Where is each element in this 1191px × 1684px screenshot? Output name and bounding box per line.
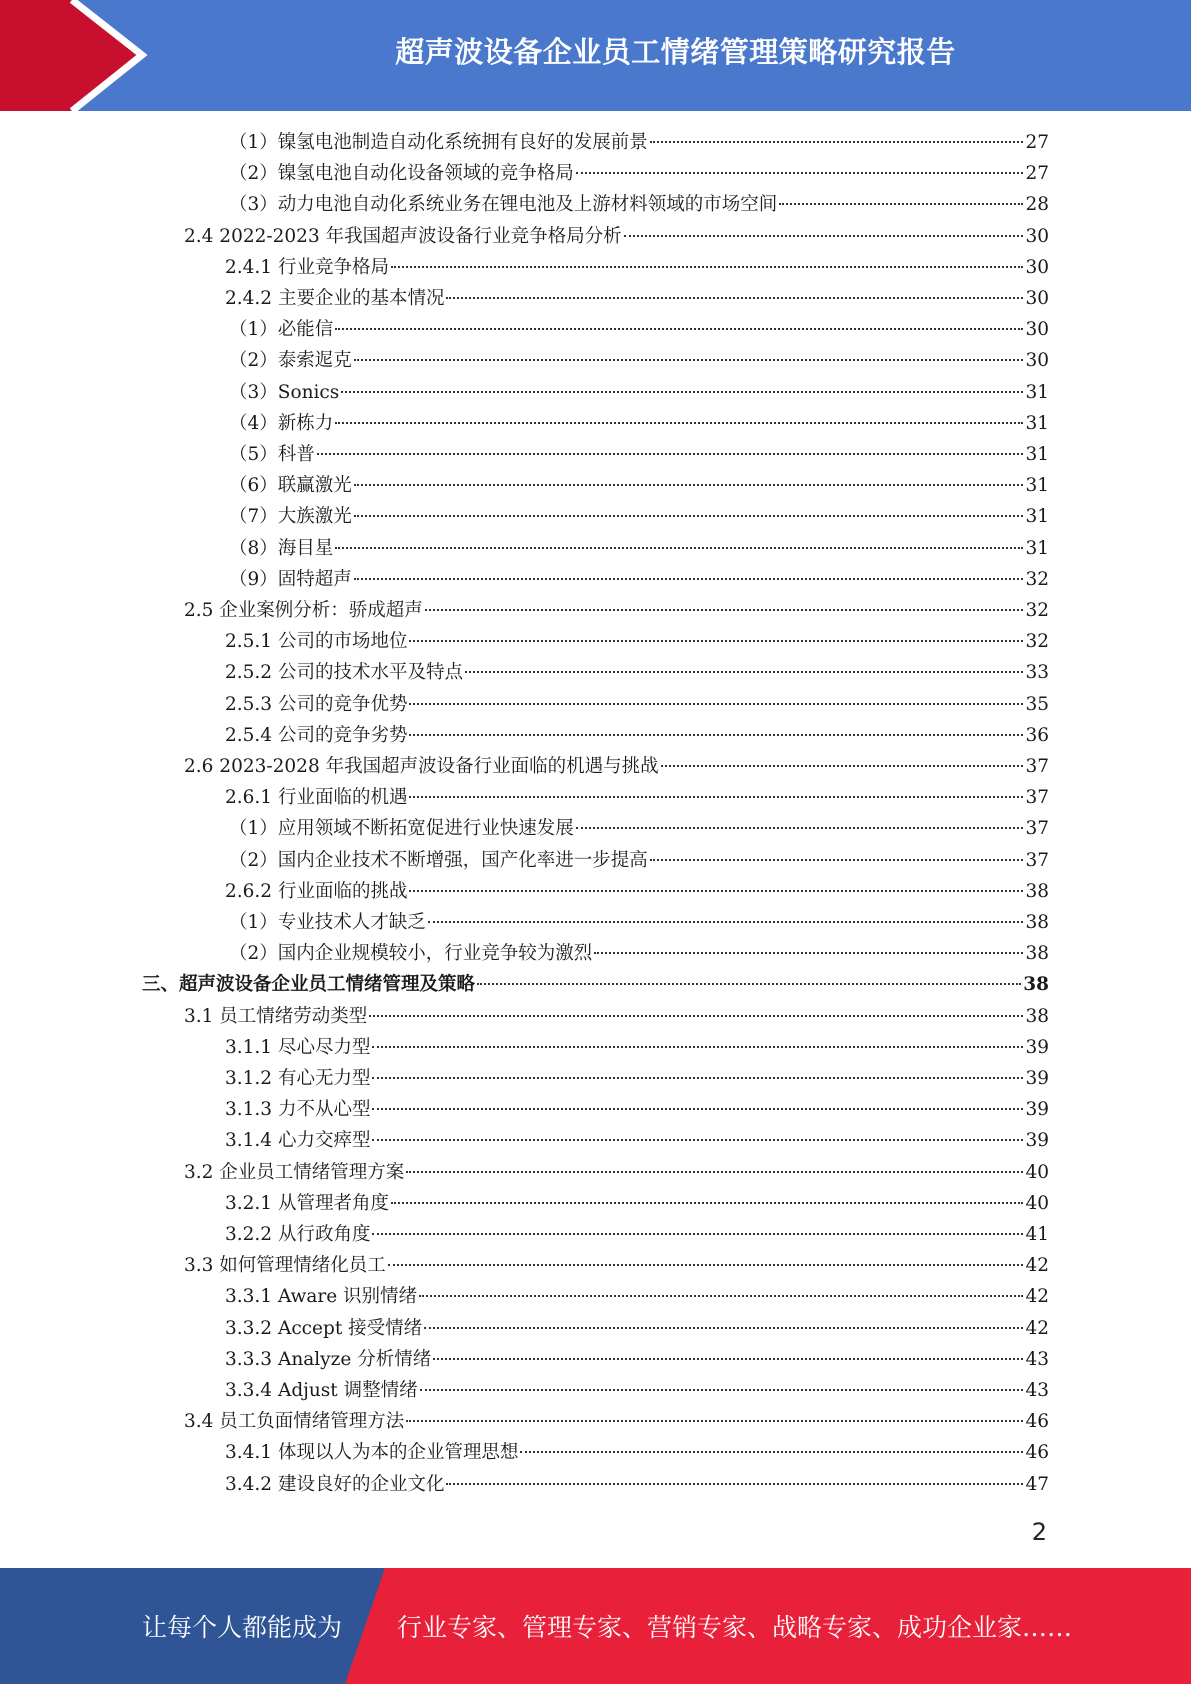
- toc-entry-title: 3.1 员工情绪劳动类型: [184, 1005, 368, 1027]
- toc-entry-title: （9）固特超声: [229, 568, 352, 590]
- toc-dot-leader: [369, 1015, 1023, 1017]
- toc-entry[interactable]: [225, 626, 1049, 657]
- toc-entry-title: 3.3.3 Analyze 分析情绪: [225, 1348, 432, 1370]
- toc-entry-title: 3.2.2 从行政角度: [225, 1224, 371, 1245]
- toc-entry[interactable]: [229, 439, 1049, 470]
- toc-entry-page: 30: [1025, 350, 1049, 372]
- toc-entry-page: 32: [1025, 568, 1049, 590]
- toc-entry-page: 28: [1025, 194, 1049, 216]
- toc-entry-title: （3）动力电池自动化系统业务在锂电池及上游材料领域的市场空间: [229, 194, 778, 216]
- toc-entry-page: 35: [1025, 693, 1049, 715]
- toc-entry-page: 30: [1025, 256, 1049, 278]
- toc-entry-page: 31: [1025, 444, 1049, 465]
- toc-entry-title: （2）国内企业规模较小，行业竞争较为激烈: [229, 943, 593, 965]
- toc-entry-title: （7）大族激光: [229, 506, 352, 528]
- toc-entry[interactable]: [225, 657, 1049, 688]
- toc-entry-title: （6）联赢激光: [229, 475, 352, 497]
- toc-entry-page: 36: [1025, 724, 1049, 746]
- toc-dot-leader: [406, 1171, 1023, 1173]
- toc-dot-leader: [335, 328, 1023, 330]
- toc-entry-page: 43: [1025, 1380, 1049, 1401]
- toc-dot-leader: [661, 765, 1024, 767]
- toc-entry-page: 37: [1025, 818, 1049, 840]
- toc-entry-title: 3.3.2 Accept 接受情绪: [225, 1317, 423, 1339]
- toc-dot-leader: [446, 297, 1023, 299]
- toc-entry[interactable]: [229, 314, 1049, 345]
- toc-entry[interactable]: [229, 907, 1049, 938]
- toc-entry-page: 37: [1025, 756, 1049, 777]
- toc-dot-leader: [335, 547, 1023, 549]
- toc-entry-title: 2.6 2023-2028 年我国超声波设备行业面临的机遇与挑战: [184, 756, 659, 777]
- toc-dot-leader: [465, 671, 1023, 673]
- toc-entry[interactable]: [184, 1157, 1049, 1188]
- footer-slogan-right: 行业专家、管理专家、营销专家、战略专家、成功企业家……: [397, 1613, 1073, 1642]
- toc-entry-page: 37: [1025, 787, 1049, 809]
- toc-dot-leader: [317, 453, 1024, 455]
- toc-dot-leader: [354, 359, 1024, 361]
- toc-entry-title: 2.5.3 公司的竞争优势: [225, 693, 408, 715]
- toc-entry-title: 2.6.2 行业面临的挑战: [225, 880, 408, 902]
- toc-entry-page: 42: [1025, 1255, 1049, 1277]
- toc-entry[interactable]: [229, 189, 1049, 220]
- toc-entry-title: 3.2 企业员工情绪管理方案: [184, 1161, 405, 1183]
- page-header: [0, 0, 1191, 111]
- toc-dot-leader: [391, 1202, 1023, 1204]
- toc-entry-title: 2.4.2 主要企业的基本情况: [225, 288, 445, 309]
- toc-entry[interactable]: [184, 1250, 1049, 1281]
- toc-dot-leader: [372, 1233, 1023, 1235]
- toc-entry-page: 47: [1025, 1473, 1049, 1495]
- toc-entry[interactable]: [225, 689, 1049, 720]
- toc-entry-title: 3.3 如何管理情绪化员工: [184, 1255, 386, 1277]
- toc-dot-leader: [594, 952, 1023, 954]
- footer-slogan-left: 让每个人都能成为: [142, 1613, 343, 1642]
- toc-entry-page: 39: [1025, 1130, 1049, 1152]
- toc-entry-title: 3.1.2 有心无力型: [225, 1068, 371, 1089]
- toc-dot-leader: [372, 1077, 1023, 1079]
- toc-entry-page: 41: [1025, 1224, 1049, 1245]
- toc-entry[interactable]: [229, 470, 1049, 501]
- toc-entry-title: 3.4.1 体现以人为本的企业管理思想: [225, 1442, 519, 1464]
- toc-entry[interactable]: [225, 1281, 1049, 1312]
- toc-entry-page: 39: [1025, 1099, 1049, 1121]
- toc-entry-page: 40: [1025, 1161, 1049, 1183]
- toc-entry[interactable]: [225, 1063, 1049, 1094]
- toc-entry[interactable]: [184, 751, 1049, 782]
- toc-entry-title: 2.4.1 行业竞争格局: [225, 256, 389, 278]
- toc-dot-leader: [372, 1108, 1023, 1110]
- toc-entry[interactable]: [225, 876, 1049, 907]
- toc-entry-title: 三、超声波设备企业员工情绪管理及策略: [142, 974, 476, 996]
- toc-entry[interactable]: [225, 1219, 1049, 1250]
- toc-entry[interactable]: [142, 969, 1049, 1000]
- toc-entry[interactable]: [229, 813, 1049, 844]
- toc-entry[interactable]: [184, 1406, 1049, 1437]
- toc-entry[interactable]: [225, 1344, 1049, 1375]
- toc-entry[interactable]: [225, 1094, 1049, 1125]
- toc-entry-title: 3.3.4 Adjust 调整情绪: [225, 1380, 418, 1401]
- toc-entry[interactable]: [184, 595, 1049, 626]
- toc-entry-page: 31: [1025, 506, 1049, 528]
- toc-entry[interactable]: [225, 1032, 1049, 1063]
- toc-entry-title: 2.5.1 公司的市场地位: [225, 631, 408, 653]
- toc-entry-title: 2.5.4 公司的竞争劣势: [225, 724, 408, 746]
- toc-entry-title: （2）镍氢电池自动化设备领域的竞争格局: [229, 163, 574, 185]
- toc-dot-leader: [428, 921, 1024, 923]
- toc-entry-title: （4）新栋力: [229, 412, 334, 434]
- toc-entry[interactable]: [225, 1188, 1049, 1219]
- toc-entry-page: 27: [1025, 163, 1049, 185]
- toc-entry-page: 32: [1025, 600, 1049, 621]
- toc-dot-leader: [372, 1139, 1023, 1141]
- toc-dot-leader: [477, 983, 1021, 985]
- toc-dot-leader: [354, 515, 1024, 517]
- page-footer: [0, 1568, 1191, 1684]
- toc-entry[interactable]: [184, 1001, 1049, 1032]
- toc-entry-page: 31: [1025, 381, 1049, 403]
- toc-entry-page: 27: [1025, 132, 1049, 153]
- toc-dot-leader: [433, 1358, 1023, 1360]
- toc-entry[interactable]: [229, 564, 1049, 595]
- toc-dot-leader: [424, 1327, 1023, 1329]
- toc-entry[interactable]: [225, 1313, 1049, 1344]
- header-arrow-decoration: [0, 0, 160, 111]
- toc-entry-title: 3.1.4 心力交瘁型: [225, 1130, 371, 1152]
- toc-entry-title: 2.5 企业案例分析：骄成超声: [184, 600, 423, 621]
- toc-dot-leader: [650, 859, 1024, 861]
- toc-entry-title: （3）Sonics: [229, 381, 340, 403]
- toc-dot-leader: [354, 484, 1024, 486]
- toc-entry-title: （2）国内企业技术不断增强，国产化率进一步提高: [229, 849, 648, 871]
- toc-entry[interactable]: [229, 127, 1049, 158]
- toc-dot-leader: [520, 1451, 1023, 1453]
- toc-entry-page: 40: [1025, 1192, 1049, 1214]
- toc-entry-page: 31: [1025, 475, 1049, 497]
- toc-entry[interactable]: [229, 377, 1049, 408]
- toc-entry[interactable]: [225, 1437, 1049, 1468]
- toc-entry-title: （8）海目星: [229, 537, 334, 559]
- toc-entry[interactable]: [225, 1125, 1049, 1156]
- toc-entry-page: 30: [1025, 225, 1049, 247]
- toc-entry-page: 37: [1025, 849, 1049, 871]
- toc-entry-title: 3.1.1 尽心尽力型: [225, 1036, 371, 1058]
- toc-dot-leader: [388, 1264, 1024, 1266]
- toc-entry-title: 3.1.3 力不从心型: [225, 1099, 371, 1121]
- toc-entry-page: 33: [1025, 662, 1049, 684]
- toc-entry[interactable]: [184, 221, 1049, 252]
- toc-entry[interactable]: [225, 283, 1049, 314]
- toc-entry-title: 2.6.1 行业面临的机遇: [225, 787, 408, 809]
- toc-dot-leader: [391, 266, 1023, 268]
- toc-dot-leader: [341, 391, 1023, 393]
- toc-entry-title: （1）专业技术人才缺乏: [229, 912, 426, 933]
- toc-entry-page: 39: [1025, 1068, 1049, 1089]
- toc-entry[interactable]: [229, 533, 1049, 564]
- page-number: 2: [1031, 1518, 1047, 1546]
- toc-entry[interactable]: [225, 1469, 1049, 1500]
- toc-dot-leader: [409, 734, 1023, 736]
- toc-entry[interactable]: [225, 720, 1049, 751]
- toc-entry[interactable]: [229, 408, 1049, 439]
- toc-entry-page: 38: [1025, 1005, 1049, 1027]
- toc-entry-page: 30: [1025, 288, 1049, 309]
- toc-entry-page: 38: [1023, 974, 1049, 996]
- toc-entry-page: 38: [1025, 912, 1049, 933]
- toc-entry-title: 2.4 2022-2023 年我国超声波设备行业竞争格局分析: [184, 225, 622, 247]
- toc-entry[interactable]: [229, 845, 1049, 876]
- toc-entry-page: 46: [1025, 1442, 1049, 1464]
- toc-entry-page: 46: [1025, 1411, 1049, 1433]
- toc-entry-page: 31: [1025, 537, 1049, 559]
- toc-entry[interactable]: [229, 158, 1049, 189]
- toc-dot-leader: [576, 827, 1024, 829]
- toc-dot-leader: [409, 640, 1023, 642]
- toc-entry[interactable]: [225, 252, 1049, 283]
- toc-dot-leader: [624, 235, 1024, 237]
- toc-entry-page: 38: [1025, 943, 1049, 965]
- toc-entry[interactable]: [229, 345, 1049, 376]
- toc-entry-page: 42: [1025, 1286, 1049, 1308]
- toc-dot-leader: [650, 141, 1024, 143]
- toc-dot-leader: [409, 703, 1023, 705]
- toc-entry-page: 38: [1025, 880, 1049, 902]
- toc-entry-title: （5）科普: [229, 444, 315, 465]
- toc-entry-title: （1）必能信: [229, 319, 334, 341]
- toc-dot-leader: [372, 1046, 1023, 1048]
- toc-dot-leader: [779, 203, 1023, 205]
- toc-entry-page: 32: [1025, 631, 1049, 653]
- toc-dot-leader: [354, 578, 1024, 580]
- toc-entry-title: （1）镍氢电池制造自动化系统拥有良好的发展前景: [229, 132, 648, 153]
- toc-entry-page: 31: [1025, 412, 1049, 434]
- toc-dot-leader: [409, 796, 1023, 798]
- toc-dot-leader: [406, 1420, 1023, 1422]
- toc-dot-leader: [446, 1483, 1023, 1485]
- toc-entry[interactable]: [225, 782, 1049, 813]
- toc-dot-leader: [409, 890, 1023, 892]
- toc-entry-page: 42: [1025, 1317, 1049, 1339]
- toc-dot-leader: [420, 1389, 1024, 1391]
- toc-entry-page: 43: [1025, 1348, 1049, 1370]
- toc-dot-leader: [335, 422, 1023, 424]
- toc-entry-page: 30: [1025, 319, 1049, 341]
- toc-entry[interactable]: [225, 1375, 1049, 1406]
- toc-dot-leader: [425, 609, 1024, 611]
- toc-entry-page: 39: [1025, 1036, 1049, 1058]
- toc-entry-title: 2.5.2 公司的技术水平及特点: [225, 662, 463, 684]
- toc-dot-leader: [576, 172, 1024, 174]
- toc-entry[interactable]: [229, 938, 1049, 969]
- toc-entry-title: （2）泰索迡克: [229, 350, 352, 372]
- report-title: 超声波设备企业员工情绪管理策略研究报告: [395, 34, 956, 69]
- toc-entry-title: 3.2.1 从管理者角度: [225, 1192, 389, 1214]
- toc-dot-leader: [419, 1295, 1023, 1297]
- toc-entry-title: 3.4.2 建设良好的企业文化: [225, 1473, 445, 1495]
- toc-entry-title: 3.4 员工负面情绪管理方法: [184, 1411, 405, 1433]
- toc-entry-title: （1）应用领域不断拓宽促进行业快速发展: [229, 818, 574, 840]
- toc-entry-title: 3.3.1 Aware 识别情绪: [225, 1286, 418, 1308]
- toc-entry[interactable]: [229, 501, 1049, 532]
